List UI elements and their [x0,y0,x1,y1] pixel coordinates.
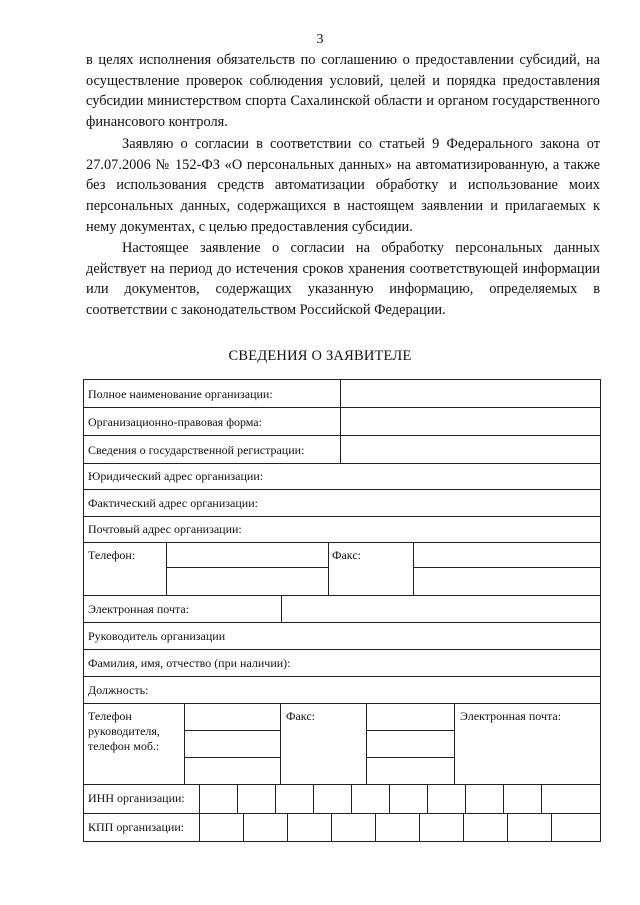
cell-divider [166,567,329,568]
row-divider [83,649,601,650]
paragraph-3: Настоящее заявление о согласии на обработку персональных данных действует на период до истечения сроков хранения соответствующей информации или документов, содержащих указанную информацию, определяемых в соответствии с законодательством Российской Федерации. [86,240,600,319]
form-border-bottom [83,841,601,842]
kpp-digit-box [331,813,332,841]
inn-digit-box [351,784,352,813]
row-divider [83,784,601,785]
cell-divider [366,703,367,784]
cell-divider [281,595,282,622]
row-divider [83,489,601,490]
row-divider [83,813,601,814]
cell-divider [413,567,601,568]
inn-digit-box [389,784,390,813]
inn-digit-box [237,784,238,813]
cell-divider [184,730,281,731]
row-divider [83,595,601,596]
row-divider [83,703,601,704]
full-name-label: Фамилия, имя, отчество (при наличии): [88,656,291,670]
head-fax-label: Факс: [286,709,315,723]
inn-digit-box [199,784,200,813]
kpp-digit-box [287,813,288,841]
state-registration-label: Сведения о государственной регистрации: [88,443,305,457]
kpp-digit-box [375,813,376,841]
cell-divider [280,703,281,784]
org-full-name-label: Полное наименование организации: [88,387,273,401]
row-divider [83,407,601,408]
fax-label: Факс: [332,548,361,562]
row-divider [83,542,601,543]
cell-divider [166,542,167,595]
inn-digit-box [275,784,276,813]
page-number: 3 [316,32,324,47]
paragraph-1: в целях исполнения обязательств по соглашению о предоставлении субсидий, на осуществление проверок соблюдения условий, целей и порядка предоставления субсидии министерством спорта Сахалинской области и органом государственного финансового контроля. [86,52,600,131]
position-label: Должность: [88,683,149,697]
kpp-label: КПП организации: [88,820,185,834]
inn-digit-box [503,784,504,813]
kpp-digit-box [463,813,464,841]
applicant-form [83,379,601,842]
kpp-digit-box [551,813,552,841]
form-border-right [600,379,601,842]
cell-divider [328,542,329,595]
cell-divider [184,757,281,758]
cell-divider [413,542,414,595]
value-column-divider [340,379,341,463]
cell-divider [184,703,185,784]
cell-divider [366,757,455,758]
email-label: Электронная почта: [88,602,190,616]
head-phone-label: Телефон руководителя, телефон моб.: [88,709,160,753]
inn-digit-box [313,784,314,813]
section-title: СВЕДЕНИЯ О ЗАЯВИТЕЛЕ [228,348,412,364]
legal-form-label: Организационно-правовая форма: [88,415,262,429]
postal-address-label: Почтовый адрес организации: [88,522,242,536]
form-border-top [83,379,601,380]
inn-digit-box [465,784,466,813]
cell-divider [454,703,455,784]
actual-address-label: Фактический адрес организации: [88,496,258,510]
cell-divider [366,730,455,731]
kpp-digit-box [243,813,244,841]
row-divider [83,463,601,464]
row-divider [83,516,601,517]
inn-digit-box [427,784,428,813]
phone-label: Телефон: [88,548,136,562]
head-email-label: Электронная почта: [460,709,562,723]
row-divider [83,435,601,436]
row-divider [83,622,601,623]
form-border-left [83,379,84,842]
kpp-digit-box [419,813,420,841]
kpp-digit-box [507,813,508,841]
legal-address-label: Юридический адрес организации: [88,469,264,483]
head-label: Руководитель организации [88,629,226,643]
inn-label: ИНН организации: [88,791,185,805]
paragraph-2: Заявляю о согласии в соответствии со статьей 9 Федерального закона от 27.07.2006 № 152-ФЗ «О персональных данных» на автоматизированную, а также без использования средств автоматизации обработку и использование моих персональных данных, содержащихся в настоящем заявлении и прилагаемых к нему документах, с целью предоставления субсидии. [86,136,600,235]
row-divider [83,676,601,677]
kpp-digit-box [199,813,200,841]
inn-digit-box [541,784,542,813]
